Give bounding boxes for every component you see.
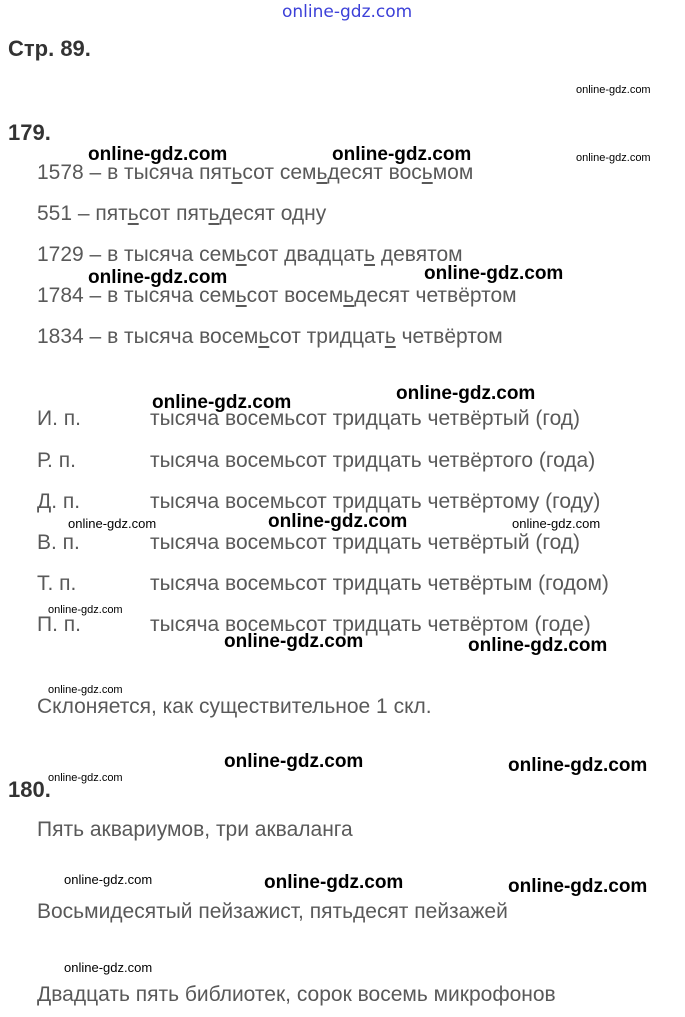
- watermark: online-gdz.com: [264, 872, 404, 893]
- case-text-nominative: тысяча восемьсот тридцать четвёртый (год): [150, 407, 581, 430]
- case-label-prepositional: П. п.: [37, 613, 81, 636]
- number-in-words-line: [37, 243, 463, 267]
- line-segment: сот восем: [246, 284, 344, 307]
- underlined-soft-sign: ь: [235, 243, 247, 266]
- task-179-number: 179.: [8, 120, 51, 145]
- watermark: online-gdz.com: [64, 960, 153, 975]
- case-label-nominative: И. п.: [37, 407, 81, 430]
- watermark: online-gdz.com: [332, 144, 472, 165]
- watermark: online-gdz.com: [48, 604, 123, 616]
- underlined-soft-sign: ь: [258, 325, 270, 348]
- line-segment: мом: [432, 161, 474, 184]
- line-segment: десят одну: [219, 202, 327, 225]
- watermark: online-gdz.com: [508, 876, 648, 897]
- declension-note: Склоняется, как существительное 1 скл.: [37, 695, 432, 718]
- underlined-soft-sign: ь: [384, 325, 396, 348]
- case-text-prepositional: тысяча восемьсот тридцать четвёртом (годе): [150, 613, 591, 636]
- underlined-soft-sign: ь: [127, 202, 139, 225]
- watermark: online-gdz.com: [48, 772, 123, 784]
- watermark: online-gdz.com: [224, 631, 364, 652]
- watermark: online-gdz.com: [576, 84, 651, 96]
- line-segment: четвёртом: [395, 325, 503, 348]
- watermark: online-gdz.com: [396, 383, 536, 404]
- watermark: online-gdz.com: [424, 263, 564, 284]
- line-segment: 1834 – в тысяча восем: [37, 325, 259, 348]
- case-label-genitive: Р. п.: [37, 449, 76, 472]
- watermark: online-gdz.com: [508, 755, 648, 776]
- underlined-soft-sign: ь: [208, 202, 220, 225]
- case-text-dative: тысяча восемьсот тридцать четвёртому (году): [150, 490, 601, 513]
- watermark: online-gdz.com: [48, 684, 123, 696]
- line-segment: сот сем: [242, 161, 317, 184]
- case-text-accusative: тысяча восемьсот тридцать четвёртый (год): [150, 531, 581, 554]
- watermark: online-gdz.com: [512, 516, 601, 531]
- task-180-line: Восьмидесятый пейзажист, пятьдесят пейзажей: [37, 900, 508, 923]
- watermark: online-gdz.com: [224, 751, 364, 772]
- case-text-genitive: тысяча восемьсот тридцать четвёртого (года): [150, 449, 596, 472]
- underlined-soft-sign: ь: [421, 161, 433, 184]
- line-segment: сот тридцат: [269, 325, 385, 348]
- underlined-soft-sign: ь: [235, 284, 247, 307]
- line-segment: 1578 – в тысяча пят: [37, 161, 232, 184]
- watermark-top: online-gdz.com: [282, 2, 413, 22]
- underlined-soft-sign: ь: [343, 284, 355, 307]
- line-segment: сот двадцат: [246, 243, 365, 266]
- line-segment: десят четвёртом: [354, 284, 517, 307]
- underlined-soft-sign: ь: [364, 243, 376, 266]
- case-label-dative: Д. п.: [37, 490, 81, 513]
- underlined-soft-sign: ь: [316, 161, 328, 184]
- watermark: online-gdz.com: [576, 152, 651, 164]
- number-in-words-line: [37, 325, 503, 349]
- watermark: online-gdz.com: [268, 511, 408, 532]
- watermark: online-gdz.com: [88, 144, 228, 165]
- watermark: online-gdz.com: [468, 635, 608, 656]
- case-label-accusative: В. п.: [37, 531, 80, 554]
- watermark: online-gdz.com: [152, 392, 292, 413]
- line-segment: десят вос: [327, 161, 422, 184]
- case-text-instrumental: тысяча восемьсот тридцать четвёртым (годом): [150, 572, 609, 595]
- number-in-words-line: [37, 202, 326, 226]
- line-segment: 1784 – в тысяча сем: [37, 284, 236, 307]
- line-segment: 1729 – в тысяча сем: [37, 243, 236, 266]
- task-180-line: Пять аквариумов, три акваланга: [37, 818, 353, 841]
- watermark: online-gdz.com: [68, 516, 157, 531]
- task-180-number: 180.: [8, 777, 51, 802]
- line-segment: девятом: [375, 243, 463, 266]
- page-title: Стр. 89.: [8, 36, 91, 61]
- line-segment: 551 – пят: [37, 202, 128, 225]
- underlined-soft-sign: ь: [231, 161, 243, 184]
- line-segment: сот пят: [138, 202, 209, 225]
- watermark: online-gdz.com: [88, 267, 228, 288]
- watermark: online-gdz.com: [64, 872, 153, 887]
- task-180-line: Двадцать пять библиотек, сорок восемь микрофонов: [37, 983, 556, 1006]
- case-label-instrumental: Т. п.: [37, 572, 77, 595]
